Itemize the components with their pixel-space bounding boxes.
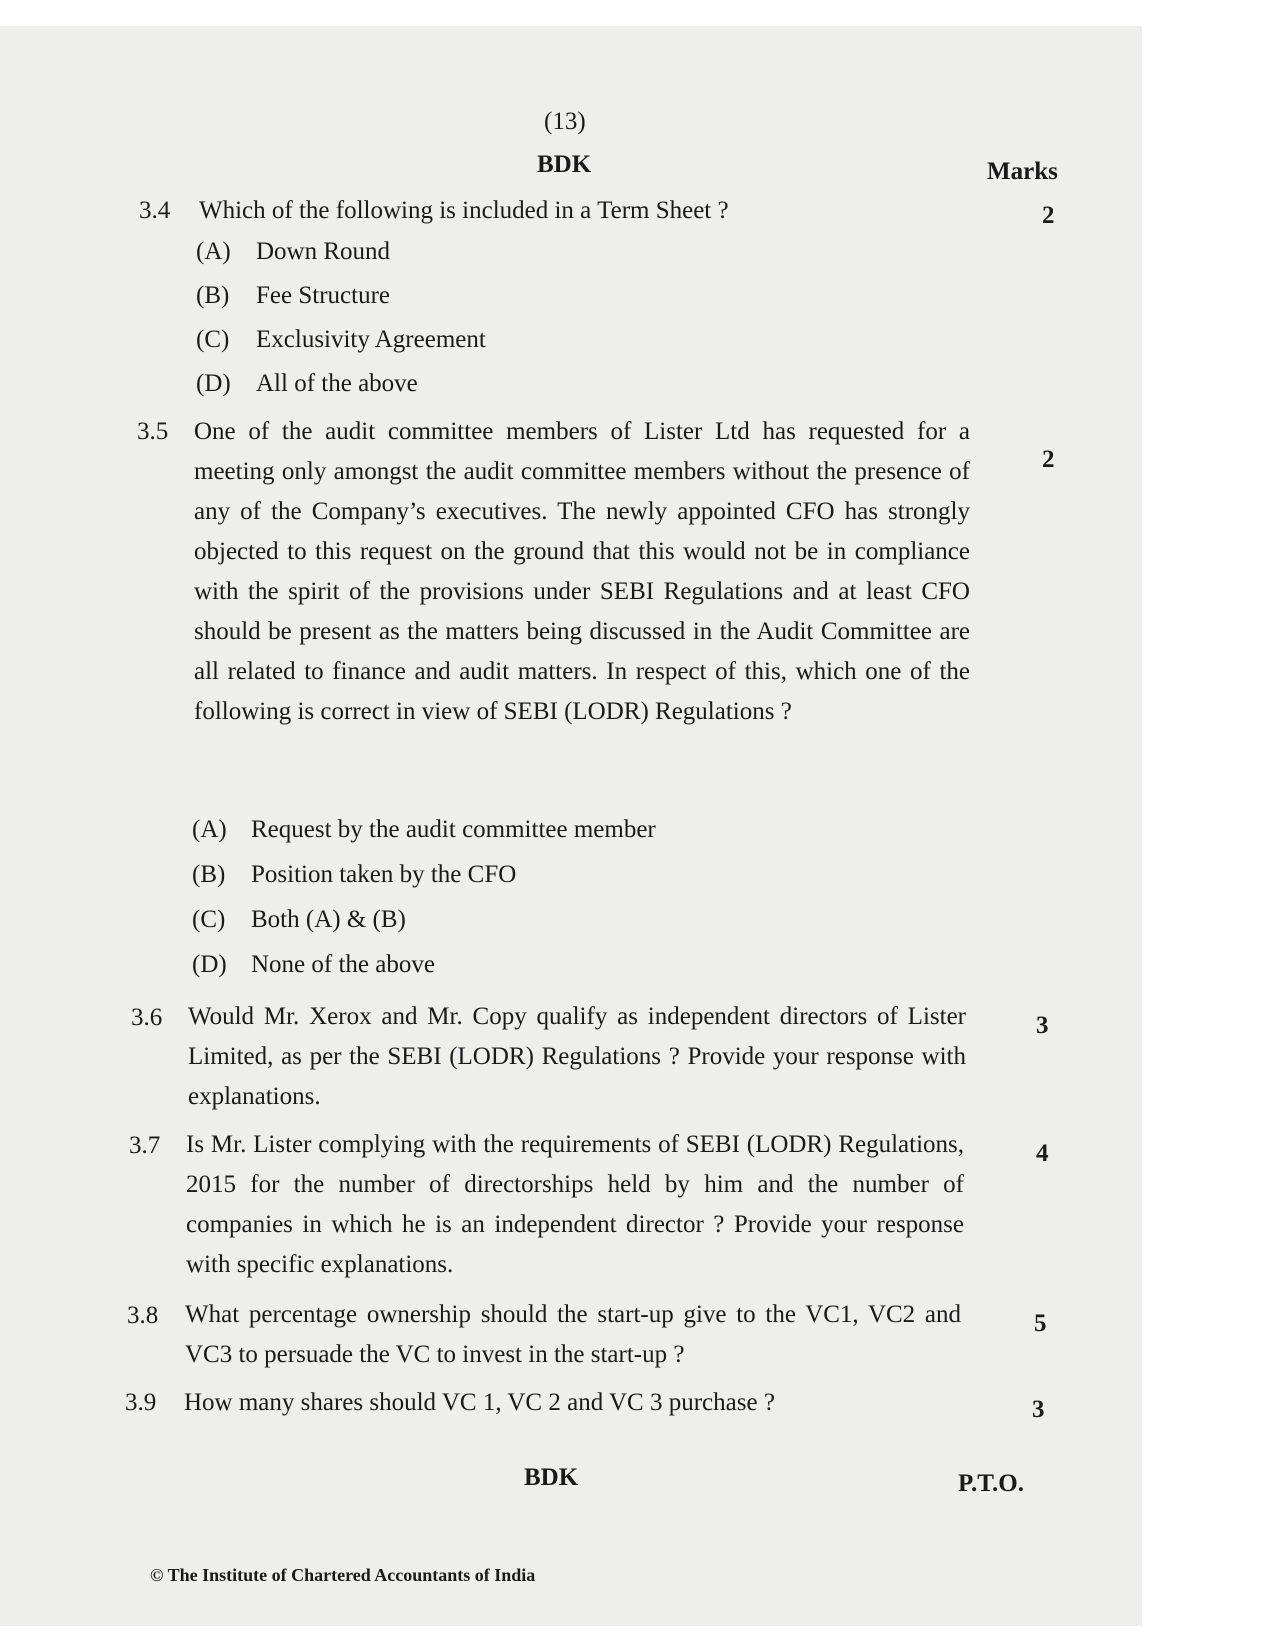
option-letter: (D) <box>196 370 231 397</box>
option-text: Down Round <box>256 238 391 265</box>
question-marks: 5 <box>1034 1310 1047 1337</box>
option-text: All of the above <box>256 370 418 397</box>
footer-paper-code: BDK <box>524 1464 579 1491</box>
option-text: Exclusivity Agreement <box>256 326 486 353</box>
question-marks: 3 <box>1036 1012 1049 1039</box>
question-text: Would Mr. Xerox and Mr. Copy qualify as independent directors of Lister Limited, as per the SEBI (LODR) Regulations ? Provide your response with explanations. <box>188 1003 966 1110</box>
marks-heading: Marks <box>987 158 1058 185</box>
question-marks: 2 <box>1042 202 1055 229</box>
question-marks: 3 <box>1032 1396 1045 1423</box>
question-text: What percentage ownership should the start-up give to the VC1, VC2 and VC3 to persuade the VC to invest in the start-up ? <box>185 1301 961 1368</box>
option-text: Request by the audit committee member <box>251 816 656 843</box>
option-letter: (D) <box>192 951 227 978</box>
option-text: Fee Structure <box>256 282 390 309</box>
copyright-notice: © The Institute of Chartered Accountants of India <box>150 1565 536 1585</box>
question-text: Is Mr. Lister complying with the requirements of SEBI (LODR) Regulations, 2015 for the number of directorships held by him and the number of companies in which he is an independent director ? Provide your response with specific explanations. <box>186 1131 964 1278</box>
option-text: Both (A) & (B) <box>251 906 406 933</box>
question-number: 3.8 <box>127 1302 159 1329</box>
paper-code: BDK <box>537 151 592 178</box>
question-text: One of the audit committee members of Lister Ltd has requested for a meeting only amongst the audit committee members without the presence of any of the Company’s executives. The newly appointed CFO has strongly objected to this request on the ground that this would not be in compliance with the spirit of the provisions under SEBI Regulations and at least CFO should be present as the matters being discussed in the Audit Committee are all related to finance and audit matters. In respect of this, which one of the following is correct in view of SEBI (LODR) Regulations ? <box>194 418 970 725</box>
option-text: Position taken by the CFO <box>251 861 517 888</box>
option-letter: (A) <box>192 816 227 843</box>
option-letter: (C) <box>196 326 230 353</box>
question-number: 3.6 <box>131 1004 163 1031</box>
option-letter: (B) <box>192 861 226 888</box>
question-text: How many shares should VC 1, VC 2 and VC 3 purchase ? <box>184 1389 775 1416</box>
question-number: 3.5 <box>137 418 169 445</box>
option-letter: (A) <box>196 238 231 265</box>
page-number: (13) <box>544 108 586 135</box>
question-number: 3.9 <box>125 1389 157 1416</box>
question-marks: 2 <box>1042 446 1055 473</box>
option-text: None of the above <box>251 951 435 978</box>
option-letter: (C) <box>192 906 226 933</box>
question-number: 3.4 <box>139 197 171 224</box>
option-letter: (B) <box>196 282 230 309</box>
question-text: Which of the following is included in a Term Sheet ? <box>199 197 729 224</box>
please-turn-over: P.T.O. <box>958 1470 1024 1497</box>
question-marks: 4 <box>1036 1140 1049 1167</box>
question-number: 3.7 <box>129 1132 161 1159</box>
